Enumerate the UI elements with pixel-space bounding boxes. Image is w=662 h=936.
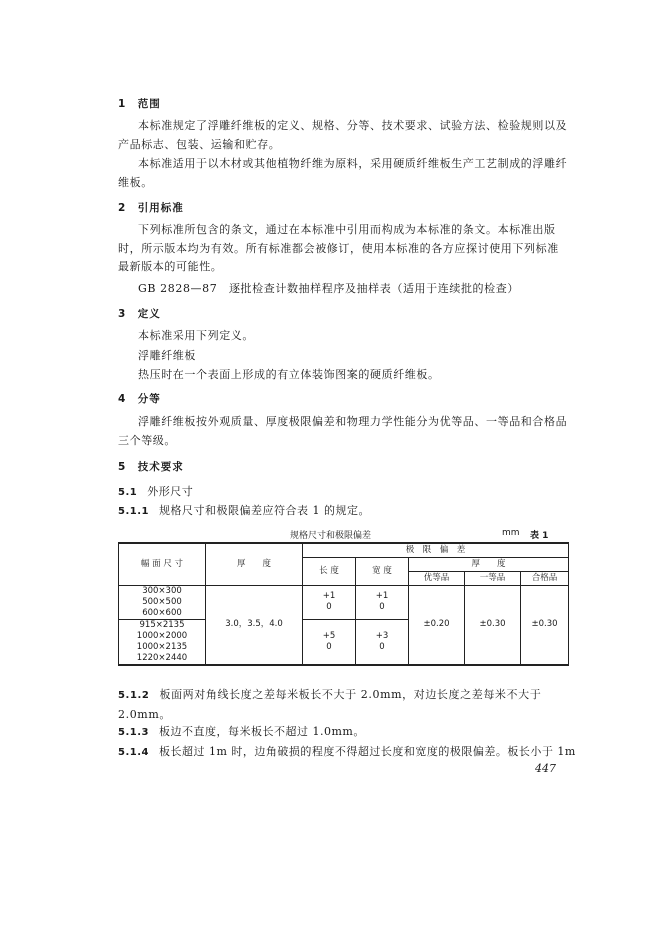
section-1-heading: 1 范围 xyxy=(118,98,161,110)
dev-upper: +3 xyxy=(375,630,389,641)
clause-5-1-1-number: 5.1.1 xyxy=(118,506,149,517)
g1-width-dev xyxy=(356,585,409,619)
header-deviation: 极 限 偏 差 xyxy=(303,543,569,557)
section-2-para-1: 下列标准所包含的条文，通过在本标准中引用而构成为本标准的条文。本标准出版时，所示版本均为有效。所有标准都会被修订，使用本标准的各方应探讨使用下列标准最新版本的可能性。 xyxy=(118,223,559,273)
size-cell: 500×500 xyxy=(142,596,182,607)
section-2-reference: GB 2828—87 逐批检查计数抽样程序及抽样表（适用于连续批的检查） xyxy=(138,282,519,295)
size-cell: 915×2135 xyxy=(139,619,185,630)
header-thickness-deviation: 厚 度 xyxy=(409,557,569,571)
size-group-1 xyxy=(119,585,206,619)
size-cell: 600×600 xyxy=(142,607,182,618)
page-number: 447 xyxy=(535,762,556,775)
header-grade-first: 一等品 xyxy=(465,571,521,585)
clause-5-1-4 xyxy=(118,743,576,759)
clause-5-1-2-text: 板面两对角线长度之差每米板长不大于 2.0mm，对边长度之差每米不大于 2.0mm。 xyxy=(118,688,542,721)
dev-qualified: ±0.30 xyxy=(521,585,569,665)
g1-length-dev xyxy=(303,585,356,619)
dev-upper: +1 xyxy=(375,591,389,601)
clause-5-1-4-text: 板长超过 1m 时，边角破损的程度不得超过长度和宽度的极限偏差。板长小于 1m xyxy=(158,745,576,758)
clause-5-1-2 xyxy=(118,686,570,724)
table-title: 规格尺寸和极限偏差 xyxy=(290,531,372,541)
size-cell: 300×300 xyxy=(142,585,182,596)
dev-lower: 0 xyxy=(326,602,332,612)
size-group-2 xyxy=(119,619,206,665)
header-grade-qualified: 合格品 xyxy=(521,571,569,585)
table-label: 表 1 xyxy=(530,531,549,541)
clause-5-1-3-number: 5.1.3 xyxy=(118,727,149,738)
header-length: 长 度 xyxy=(303,557,356,585)
clause-5-1-1-text: 规格尺寸和极限偏差应符合表 1 的规定。 xyxy=(158,504,370,517)
dev-lower: 0 xyxy=(379,602,385,612)
section-4-heading: 4 分等 xyxy=(118,393,161,405)
section-3-line-1: 本标准采用下列定义。 xyxy=(138,329,254,342)
dev-upper: +1 xyxy=(322,591,336,601)
clause-5-1 xyxy=(118,483,193,499)
size-cell: 1000×2135 xyxy=(136,641,188,652)
dev-superior: ±0.20 xyxy=(409,585,465,665)
dev-upper: +5 xyxy=(322,630,336,641)
thickness-values: 3.0，3.5，4.0 xyxy=(206,585,303,665)
g2-length-dev xyxy=(303,619,356,665)
clause-5-1-1 xyxy=(118,502,370,518)
clause-5-1-3 xyxy=(118,723,365,739)
table-unit: mm xyxy=(502,528,520,538)
clause-5-1-3-text: 板边不直度，每米板长不超过 1.0mm。 xyxy=(158,725,365,738)
section-2-heading: 2 引用标准 xyxy=(118,202,184,214)
section-3-definition: 热压时在一个表面上形成的有立体装饰图案的硬质纤维板。 xyxy=(138,368,440,381)
dev-first: ±0.30 xyxy=(465,585,521,665)
section-3-heading: 3 定义 xyxy=(118,308,161,320)
header-thickness: 厚 度 xyxy=(206,543,303,585)
section-1-para-1: 本标准规定了浮雕纤维板的定义、规格、分等、技术要求、试验方法、检验规则以及产品标志、包装、运输和贮存。 xyxy=(118,119,568,151)
g2-width-dev xyxy=(356,619,409,665)
clause-5-1-text: 外形尺寸 xyxy=(147,485,194,498)
section-3-term: 浮雕纤维板 xyxy=(138,349,196,362)
header-width: 宽 度 xyxy=(356,557,409,585)
header-size: 幅 面 尺 寸 xyxy=(119,543,206,585)
clause-5-1-2-number: 5.1.2 xyxy=(118,690,150,701)
dev-lower: 0 xyxy=(326,641,332,652)
dev-lower: 0 xyxy=(379,641,385,652)
size-cell: 1220×2440 xyxy=(136,652,188,663)
section-1-para-2: 本标准适用于以木材或其他植物纤维为原料，采用硬质纤维板生产工艺制成的浮雕纤维板。 xyxy=(118,157,568,189)
size-cell: 1000×2000 xyxy=(136,630,188,641)
spec-table xyxy=(118,542,569,666)
section-5-heading: 5 技术要求 xyxy=(118,461,184,473)
header-grade-superior: 优等品 xyxy=(409,571,465,585)
section-4-para-1: 浮雕纤维板按外观质量、厚度极限偏差和物理力学性能分为优等品、一等品和合格品三个等级。 xyxy=(118,415,568,447)
clause-5-1-number: 5.1 xyxy=(118,487,138,498)
clause-5-1-4-number: 5.1.4 xyxy=(118,747,149,758)
